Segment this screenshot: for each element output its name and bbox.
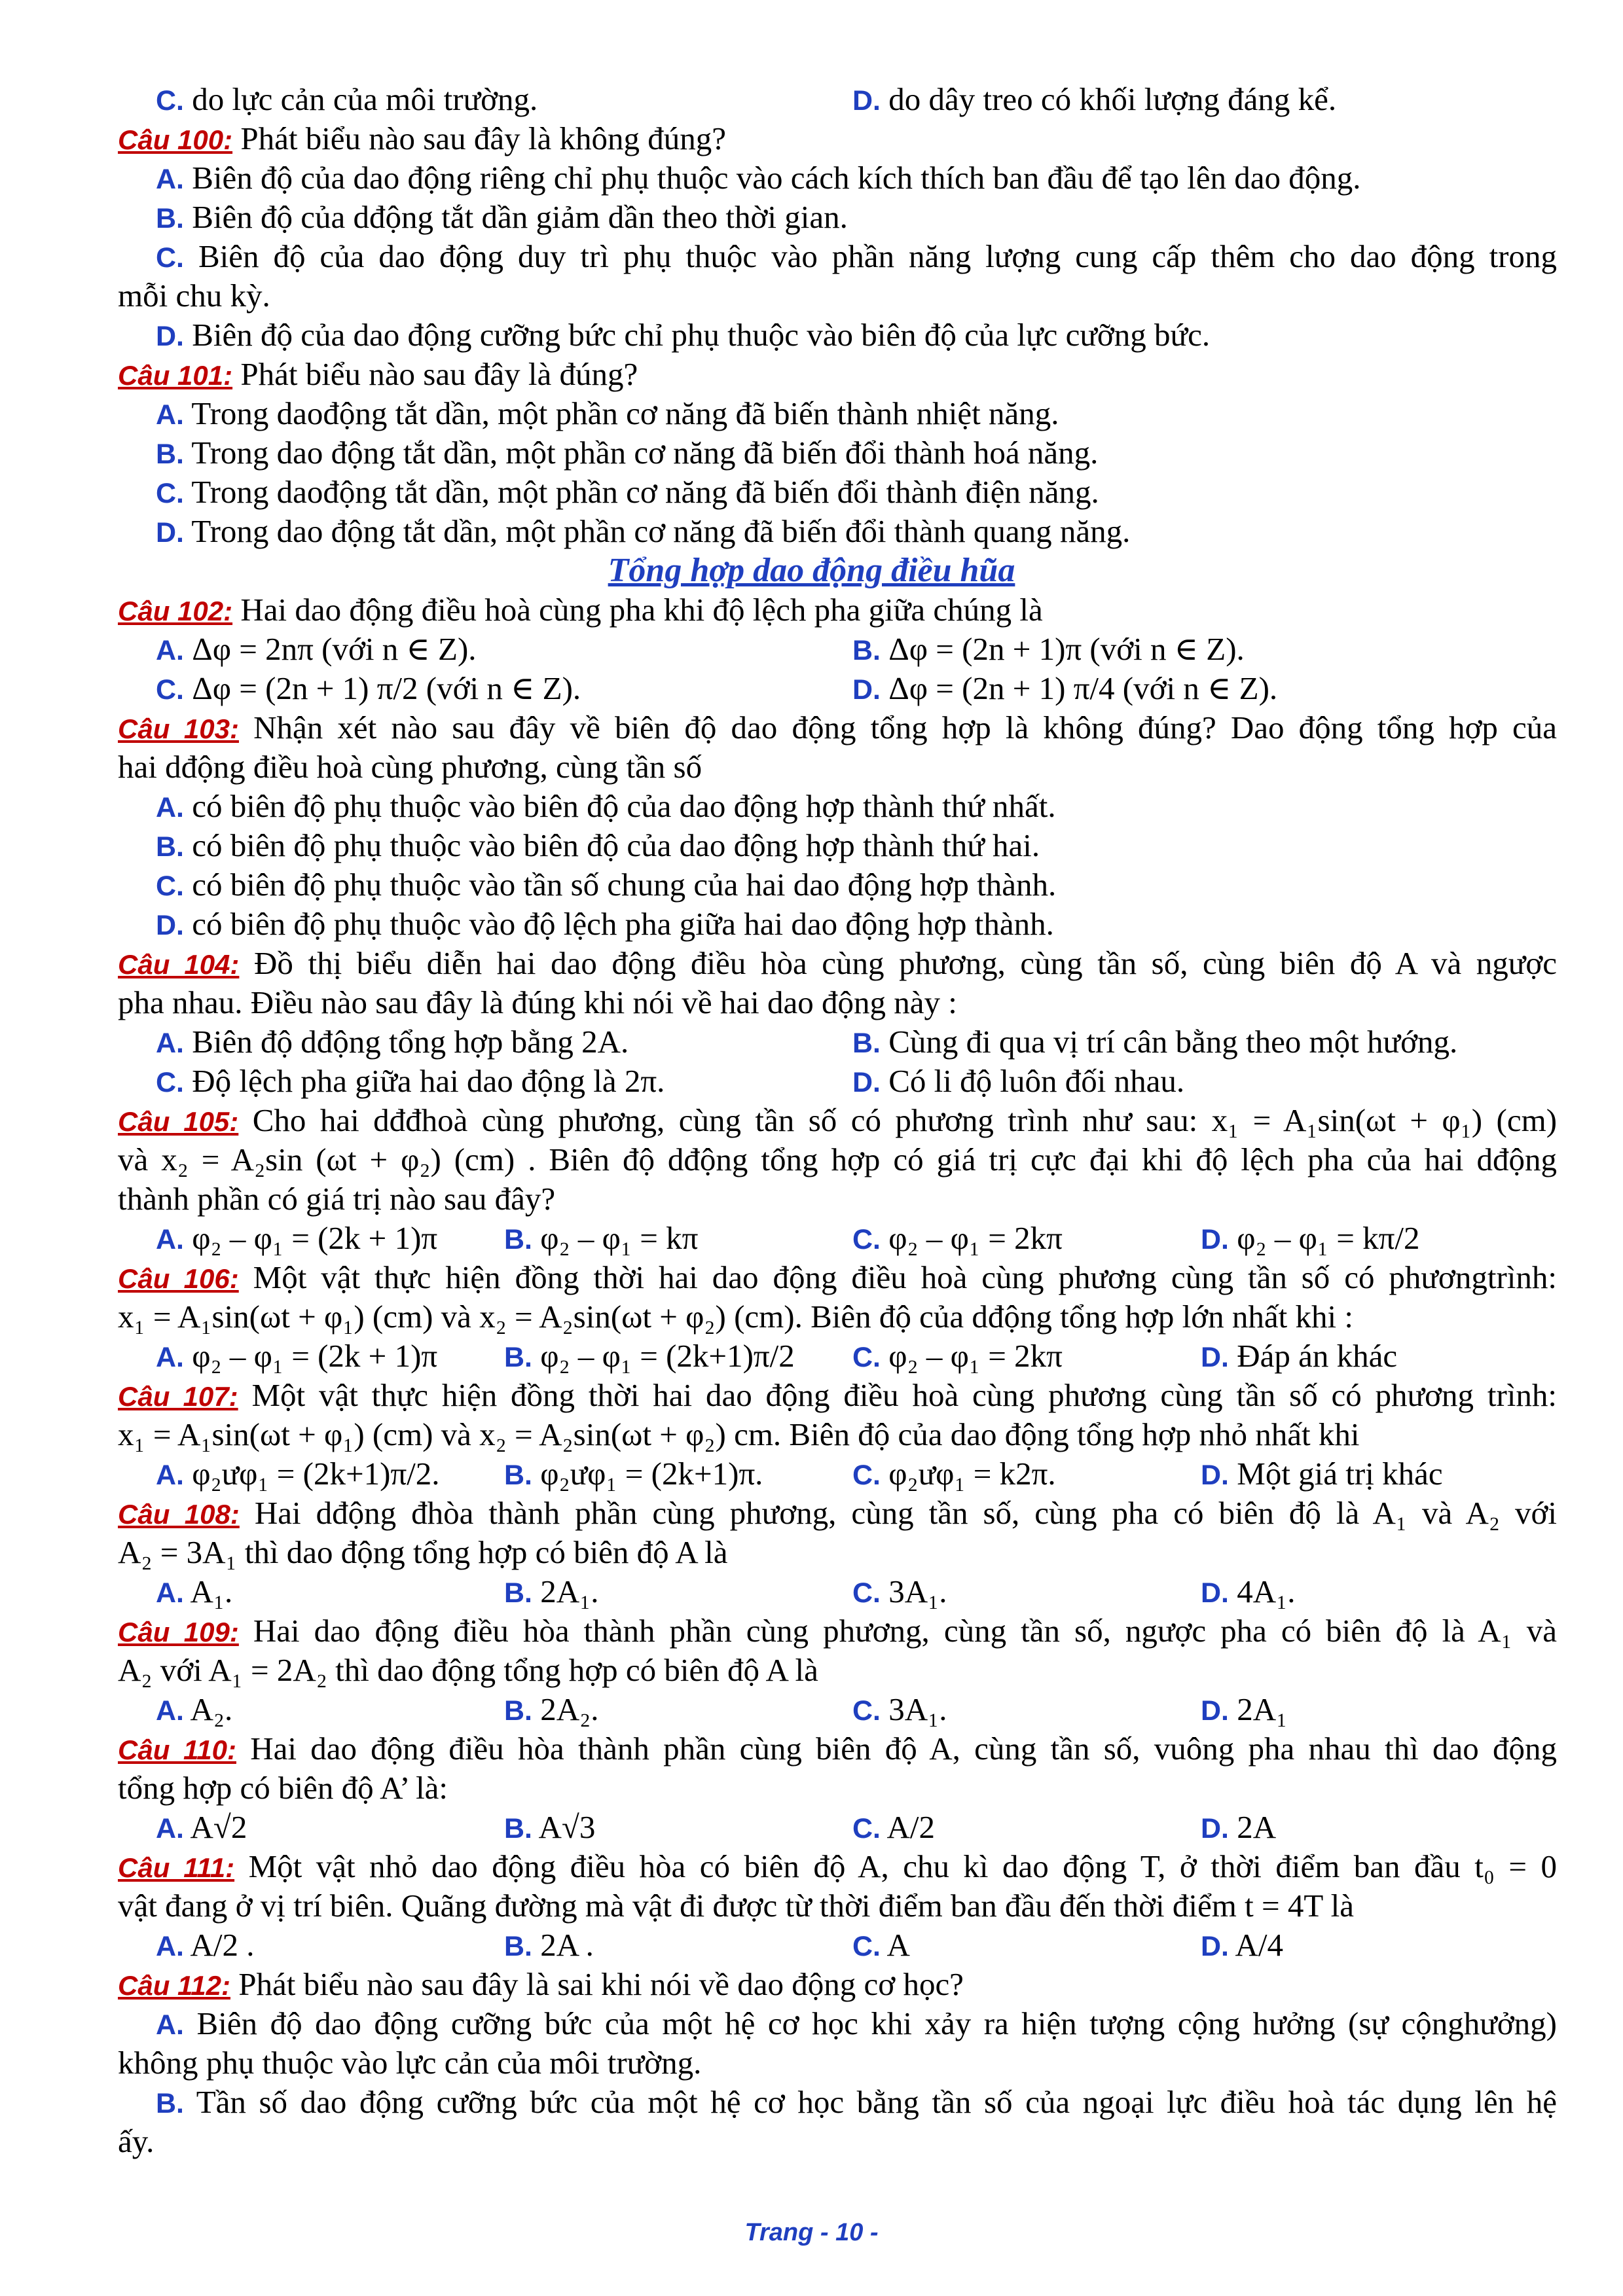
option-letter: B. xyxy=(504,1460,532,1491)
question-label: Câu 107: xyxy=(118,1381,238,1412)
option-row: C. có biên độ phụ thuộc vào tần số chung của hai dao động hợp thành. xyxy=(156,867,1057,903)
option-letter: D. xyxy=(852,674,881,706)
option-row: A. có biên độ phụ thuộc vào biên độ của dao động hợp thành thứ nhất. xyxy=(156,788,1056,824)
option-row: A. Biên độ của dao động riêng chỉ phụ thuộc vào cách kích thích ban đầu để tạo lên dao động. xyxy=(156,160,1361,196)
option-letter: A. xyxy=(156,1342,184,1373)
option-letter: B. xyxy=(156,831,184,863)
option-row: A. Biên độ dao động cưỡng bức của một hệ cơ học khi xảy ra hiện tượng cộng hưởng (sự cộnghưởng) xyxy=(156,2005,1557,2041)
option-letter: D. xyxy=(852,85,881,117)
question-label: Câu 103: xyxy=(118,713,239,744)
question-stem: Câu 103: Nhận xét nào sau đây về biên độ dao động tổng hợp là không đúng? Dao động tổng hợp của xyxy=(118,709,1558,745)
option-letter: A. xyxy=(156,164,184,195)
option-letter: A. xyxy=(156,2009,184,2041)
question-stem-continuation: x₁ = A₁sin(ωt + φ₁) (cm) và x₂ = A₂sin(ωt + φ₂) (cm). Biên độ của dđộng tổng hợp lớn nhất khi : xyxy=(118,1299,1354,1335)
option-letter: B. xyxy=(156,2088,184,2119)
question-stem: Câu 105: Cho hai dđđhoà cùng phương, cùng tần số có phương trình như sau: x₁ = A₁sin(ωt + φ₁) (cm) xyxy=(118,1102,1558,1138)
question-stem-continuation: và x₂ = A₂sin (ωt + φ₂) (cm) . Biên độ dđộng tổng hợp có giá trị cực đại khi độ lệch pha của hai dđộng xyxy=(118,1141,1557,1177)
question-stem-continuation: tổng hợp có biên độ A’ là: xyxy=(118,1770,448,1806)
option-letter: C. xyxy=(852,1931,881,1962)
question-stem: Câu 112: Phát biểu nào sau đây là sai khi nói về dao động cơ học? xyxy=(118,1966,964,2002)
question-stem: Câu 104: Đồ thị biểu diễn hai dao động điều hòa cùng phương, cùng tần số, cùng biên độ A và ngược xyxy=(118,945,1558,981)
question-label: Câu 104: xyxy=(118,949,240,980)
option-row: B. Biên độ của dđộng tắt dần giảm dần theo thời gian. xyxy=(156,199,848,235)
option-letter: B. xyxy=(504,1931,532,1962)
page-number: Trang - 10 - xyxy=(744,2219,879,2246)
option-letter: C. xyxy=(156,478,184,509)
option-letter: D. xyxy=(156,517,184,548)
question-stem: Câu 101: Phát biểu nào sau đây là đúng? xyxy=(118,356,638,392)
option-letter: A. xyxy=(156,1577,184,1609)
option-continuation: mỗi chu kỳ. xyxy=(118,278,270,314)
question-label: Câu 108: xyxy=(118,1499,240,1530)
question-stem-continuation: A₂ với A₁ = 2A₂ thì dao động tổng hợp có biên độ A là xyxy=(118,1652,818,1688)
option-text: do lực cản của môi trường. xyxy=(192,81,538,117)
question-stem-continuation: A₂ = 3A₁ thì dao động tổng hợp có biên độ A là xyxy=(118,1534,728,1570)
option-row: A. Trong daođộng tắt dần, một phần cơ năng đã biến thành nhiệt năng. xyxy=(156,395,1059,431)
option-row: C. Biên độ của dao động duy trì phụ thuộc vào phần năng lượng cung cấp thêm cho dao động trong xyxy=(156,238,1558,274)
question-label: Câu 105: xyxy=(118,1106,239,1137)
question-label: Câu 101: xyxy=(118,360,233,391)
option-row: B. có biên độ phụ thuộc vào biên độ của dao động hợp thành thứ hai. xyxy=(156,827,1040,863)
option-letter: D. xyxy=(1201,1931,1229,1962)
option-continuation: ấy. xyxy=(118,2123,155,2159)
question-label: Câu 110: xyxy=(118,1734,236,1765)
option-letter: A. xyxy=(156,399,184,431)
option-row: B. Tần số dao động cưỡng bức của một hệ cơ học bằng tần số của ngoại lực điều hoà tác dụng lên hệ xyxy=(156,2084,1557,2120)
option-letter: C. xyxy=(852,1460,881,1491)
option-letter: B. xyxy=(156,439,184,470)
question-stem: Câu 108: Hai dđộng đhòa thành phần cùng phương, cùng tần số, cùng pha có biên độ là A₁ và A₂ với xyxy=(118,1495,1558,1531)
question-stem-continuation: x₁ = A₁sin(ωt + φ₁) (cm) và x₂ = A₂sin(ωt + φ₂) cm. Biên độ của dao động tổng hợp nhỏ nhất khi xyxy=(118,1416,1360,1452)
option-letter: C. xyxy=(156,1067,184,1098)
option-letter: D. xyxy=(1201,1813,1229,1844)
option-row: D. Trong dao động tắt dần, một phần cơ năng đã biến đổi thành quang năng. xyxy=(156,513,1131,549)
question-stem: Câu 109: Hai dao động điều hòa thành phần cùng phương, cùng tần số, ngược pha có biên độ là A₁ và xyxy=(118,1613,1557,1649)
option-letter: B. xyxy=(504,1224,532,1255)
option-letter: C. xyxy=(156,870,184,902)
option-letter: D. xyxy=(156,910,184,941)
question-stem-continuation: hai dđộng điều hoà cùng phương, cùng tần số xyxy=(118,749,702,785)
question-stem: Câu 110: Hai dao động điều hòa thành phần cùng biên độ A, cùng tần số, vuông pha nhau thì dao động xyxy=(118,1731,1557,1767)
option-letter: C. xyxy=(156,85,184,117)
option-letter: A. xyxy=(156,1931,184,1962)
option-letter: C. xyxy=(852,1342,881,1373)
option-row: C. Trong daođộng tắt dần, một phần cơ năng đã biến đổi thành điện năng. xyxy=(156,474,1099,510)
question-label: Câu 109: xyxy=(118,1617,239,1647)
question-stem: Câu 106: Một vật thực hiện đồng thời hai dao động điều hoà cùng phương cùng tần số có phươngtrình: xyxy=(118,1259,1557,1295)
option-letter: A. xyxy=(156,792,184,823)
question-label: Câu 100: xyxy=(118,124,233,155)
option-letter: D. xyxy=(156,321,184,352)
option-letter: C. xyxy=(156,674,184,706)
option-letter: B. xyxy=(504,1577,532,1609)
option-letter: B. xyxy=(156,203,184,234)
question-label: Câu 112: xyxy=(118,1970,230,2001)
option-letter: D. xyxy=(852,1067,881,1098)
option-row: D. Biên độ của dao động cưỡng bức chỉ phụ thuộc vào biên độ của lực cưỡng bức. xyxy=(156,317,1211,353)
option-letter: C. xyxy=(156,242,184,274)
option-letter: B. xyxy=(852,635,881,666)
option-letter: B. xyxy=(504,1813,532,1844)
option-letter: D. xyxy=(1201,1695,1229,1727)
option-letter: C. xyxy=(852,1813,881,1844)
option-letter: A. xyxy=(156,1813,184,1844)
option-letter: B. xyxy=(852,1028,881,1059)
question-stem-continuation: thành phần có giá trị nào sau đây? xyxy=(118,1181,556,1217)
option-row: D. có biên độ phụ thuộc vào độ lệch pha giữa hai dao động hợp thành. xyxy=(156,906,1054,942)
option-letter: C. xyxy=(852,1695,881,1727)
option-letter: A. xyxy=(156,1224,184,1255)
section-heading: Tổng hợp dao động điều hũa xyxy=(608,552,1015,589)
option-letter: A. xyxy=(156,635,184,666)
option-letter: A. xyxy=(156,1695,184,1727)
option-letter: D. xyxy=(1201,1224,1229,1255)
question-stem: Câu 102: Hai dao động điều hoà cùng pha khi độ lệch pha giữa chúng là xyxy=(118,592,1043,628)
option-letter: A. xyxy=(156,1460,184,1491)
question-stem: Câu 100: Phát biểu nào sau đây là không đúng? xyxy=(118,120,726,156)
option-letter: D. xyxy=(1201,1577,1229,1609)
option-letter: D. xyxy=(1201,1460,1229,1491)
option-continuation: không phụ thuộc vào lực cản của môi trường. xyxy=(118,2045,702,2081)
question-label: Câu 111: xyxy=(118,1852,235,1883)
option-letter: D. xyxy=(1201,1342,1229,1373)
option-text: do dây treo có khối lượng đáng kể. xyxy=(888,81,1337,117)
question-label: Câu 102: xyxy=(118,596,233,626)
option-letter: A. xyxy=(156,1028,184,1059)
option-row: B. Trong dao động tắt dần, một phần cơ năng đã biến đổi thành hoá năng. xyxy=(156,435,1099,471)
option-letter: C. xyxy=(852,1577,881,1609)
option-letter: C. xyxy=(852,1224,881,1255)
option-letter: B. xyxy=(504,1695,532,1727)
document-page: C. do lực cản của môi trường. D. do dây treo có khối lượng đáng kể. Câu 100: Phát biểu nào sau đây là không đúng? A. Biên độ của dao động riêng chỉ phụ thuộc vào cách kích thích ban đầu để tạo lên dao động. B. Biên độ của dđộng tắt dần giảm dần theo thời gian. C. Biên độ của dao động duy trì phụ thuộc vào phần năng lượng cung cấp thêm cho dao động trong mỗi chu kỳ. D. Biên độ của dao động cưỡng bức chỉ phụ thuộc vào biên độ của lực cưỡng bức. Câu 101: Phát biểu nào sau đây là đúng? A. Trong daođộng tắt dần, một phần cơ năng đã biến thành nhiệt năng. B. Trong dao động tắt dần, một phần cơ năng đã biến đổi thành hoá năng. C. Trong daođộng tắt dần, một phần cơ năng đã biến đổi thành điện năng. D. Trong dao động tắt dần, một phần cơ năng đã biến đổi thành quang năng. Tổng hợp dao động điều hũa Câu 102: Hai dao động điều hoà cùng pha khi độ lệch pha giữa chúng là A. Δφ = 2nπ (với n ∈ Z). B. Δφ = (2n + 1)π (với n ∈ Z). C. Δφ = (2n + 1) π/2 (với n ∈ Z). D. Δφ = (2n + 1) π/4 (với n ∈ Z). Câu 103: Nhận xét nào sau đây về biên độ dao động tổng hợp là không đúng? Dao động tổng hợp của hai dđộng điều hoà cùng phương, cùng tần số A. có biên độ phụ thuộc vào biên độ của dao động hợp thành thứ nhất. B. có biên độ phụ thuộc vào biên độ của dao động hợp thành thứ hai. C. có biên độ phụ thuộc vào tần số chung của hai dao động hợp thành. D. có biên độ phụ thuộc vào độ lệch pha giữa hai dao động hợp thành. Câu 104: Đồ thị biểu diễn hai dao động điều hòa cùng phương, cùng tần số, cùng biên độ A và ngược pha nhau. Điều nào sau đây là đúng khi nói về hai dao động này : A. Biên độ dđộng tổng hợp bằng 2A. B. Cùng đi qua vị trí cân bằng theo một hướng. C. Độ lệch pha giữa hai dao động là 2π. D. Có li độ luôn đối nhau. Câu 105: Cho hai dđđhoà cùng phương, cùng tần số có phương trình như sau: x₁ = A₁sin(ωt + φ₁) (cm) và x₂ = A₂sin (ωt + φ₂) (cm) . Biên độ dđộng tổng hợp có giá trị cực đại khi độ lệch pha của hai dđộng thành phần có giá trị nào sau đây? A. φ₂ – φ₁ = (2k + 1)π B. φ₂ – φ₁ = kπ C. φ₂ – φ₁ = 2kπ D. φ₂ – φ₁ = kπ/2 Câu 106: Một vật thực hiện đồng thời hai dao động điều hoà cùng phương cùng tần số có phươngtrình: x₁ = A₁sin(ωt + φ₁) (cm) và x₂ = A₂sin(ωt + φ₂) (cm). Biên độ của dđộng tổng hợp lớn nhất khi : A. φ₂ – φ₁ = (2k + 1)π B. φ₂ – φ₁ = (2k+1)π/2 C. φ₂ – φ₁ = 2kπ D. Đáp án khác Câu 107: Một vật thực hiện đồng thời hai dao động điều hoà cùng phương cùng tần số có phương trình: x₁ = A₁sin(ωt + φ₁) (cm) và x₂ = A₂sin(ωt + φ₂) cm. Biên độ của dao động tổng hợp nhỏ nhất khi A. φ₂ưφ₁ = (2k+1)π/2. B. φ₂ưφ₁ = (2k+1)π. C. φ₂ưφ₁ = k2π. D. Một giá trị khác Câu 108: Hai dđộng đhòa thành phần cùng phương, cùng tần số, cùng pha có biên độ là A₁ và A₂ với A₂ = 3A₁ thì dao động tổng hợp có biên độ A là A. A₁. B. 2A₁. C. 3A₁. D. 4A₁. Câu 109: Hai dao động điều hòa thành phần cùng phương, cùng tần số, ngược pha có biên độ là A₁ và A₂ với A₁ = 2A₂ thì dao động tổng hợp có biên độ A là A. A₂. B. 2A₂. C. 3A₁. D. 2A₁ Câu 110: Hai dao động điều hòa thành phần cùng biên độ A, cùng tần số, vuông pha nhau thì dao động tổng hợp có biên độ A’ là: A. A√2 B. A√3 C. A/2 D. 2A Câu 111: Một vật nhỏ dao động điều hòa có biên độ A, chu kì dao động T, ở thời điểm ban đầu t₀ = 0 vật đang ở vị trí biên. Quãng đường mà vật đi được từ thời điểm ban đầu đến thời điểm t = 4T là A. A/2 . B. 2A . C. A D. A/4 Câu 112: Phát biểu nào sau đây là sai khi nói về dao động cơ học? A. Biên độ dao động cưỡng bức của một hệ cơ học khi xảy ra hiện tượng cộng hưởng (sự cộnghưởng) không phụ thuộc vào lực cản của môi trường. B. Tần số dao động cưỡng bức của một hệ cơ học bằng tần số của ngoại lực điều hoà tác dụng lên hệ ấy. Trang - 10 - xyxy=(0,0,1623,2296)
question-stem: Câu 107: Một vật thực hiện đồng thời hai dao động điều hoà cùng phương cùng tần số có phương trình: xyxy=(118,1377,1557,1413)
question-label: Câu 106: xyxy=(118,1263,239,1294)
option-letter: B. xyxy=(504,1342,532,1373)
question-stem-continuation: pha nhau. Điều nào sau đây là đúng khi nói về hai dao động này : xyxy=(118,984,957,1020)
question-stem: Câu 111: Một vật nhỏ dao động điều hòa có biên độ A, chu kì dao động T, ở thời điểm ban đầu t₀ = 0 xyxy=(118,1848,1558,1884)
question-stem-continuation: vật đang ở vị trí biên. Quãng đường mà vật đi được từ thời điểm ban đầu đến thời điểm t = 4T là xyxy=(118,1888,1355,1924)
